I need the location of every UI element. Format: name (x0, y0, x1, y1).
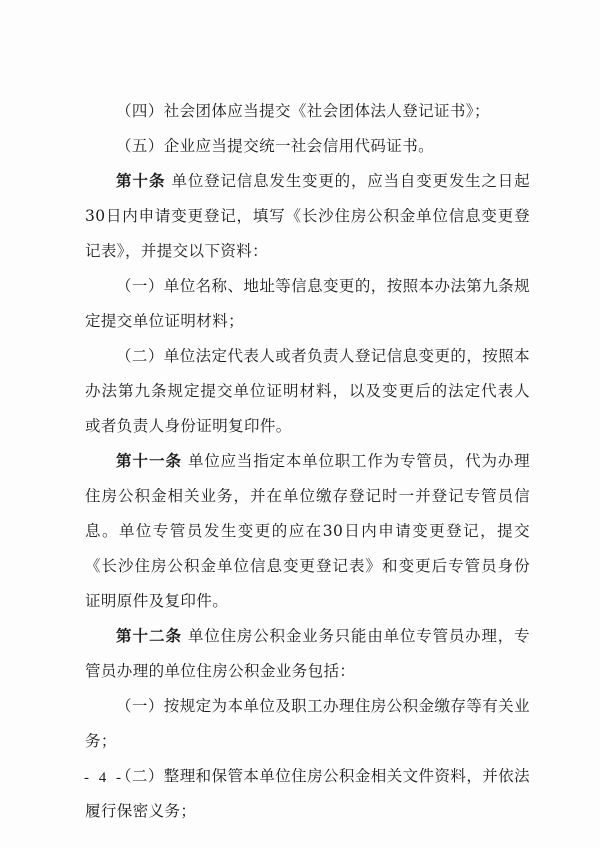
paragraph-text: （五）企业应当提交统一社会信用代码证书。 (116, 137, 435, 155)
paragraph-text: （四）社会团体应当提交《社会团体法人登记证书》； (116, 102, 490, 120)
page-number: - 4 - (84, 770, 124, 786)
article-text: 单位住房公积金业务只能由单位专管员办理，专管员办理的单位住房公积金业务包括： (85, 627, 530, 680)
article-11 (85, 444, 530, 619)
article-number: 第十一条 (116, 452, 183, 470)
paragraph-item-1b (85, 689, 530, 759)
article-number: 第十二条 (116, 627, 183, 645)
paragraph-text: （二）单位法定代表人或者负责人登记信息变更的，按照本办法第九条规定提交单位证明材料，以及变更后的法定代表人或者负责人身份证明复印件。 (85, 347, 530, 435)
paragraph-text: （一）按规定为本单位及职工办理住房公积金缴存等有关业务； (85, 697, 530, 750)
document-body (85, 94, 530, 829)
article-number: 第十条 (116, 172, 166, 190)
paragraph-item-2b (85, 759, 530, 829)
article-12 (85, 619, 530, 689)
paragraph-item-2 (85, 339, 530, 444)
article-text: 单位登记信息发生变更的，应当自变更发生之日起30日内申请变更登记，填写《长沙住房公积金单位信息变更登记表》，并提交以下资料： (85, 172, 530, 260)
paragraph-text: （一）单位名称、地址等信息变更的，按照本办法第九条规定提交单位证明材料； (85, 277, 530, 330)
article-10 (85, 164, 530, 269)
paragraph-item-4 (85, 94, 530, 129)
paragraph-item-5 (85, 129, 530, 164)
paragraph-item-1 (85, 269, 530, 339)
article-text: 单位应当指定本单位职工作为专管员，代为办理住房公积金相关业务，并在单位缴存登记时一并登记专管员信息。单位专管员发生变更的应在30日内申请变更登记，提交《长沙住房公积金单位信息变更登记表》和变更后专管员身份证明原件及复印件。 (85, 452, 530, 610)
paragraph-text: （二）整理和保管本单位住房公积金相关文件资料，并依法履行保密义务； (85, 767, 530, 820)
